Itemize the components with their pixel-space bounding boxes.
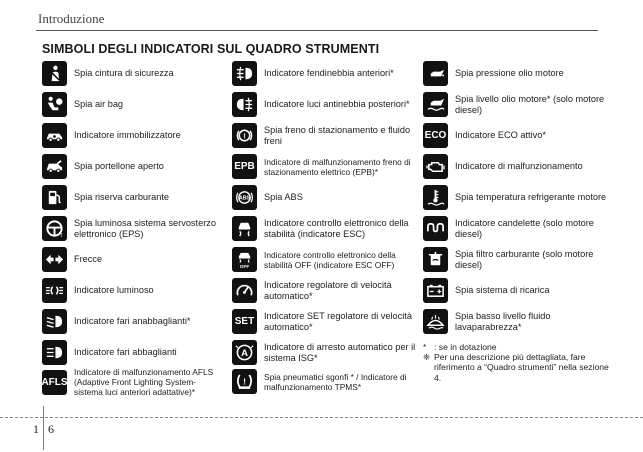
note-reference [423,352,613,383]
airbag-icon [42,92,67,117]
oil-level-icon [423,92,448,117]
indicator-item [423,247,608,272]
indicator-item [42,309,220,334]
header-title: Introduzione [38,11,105,26]
indicator-item [423,154,608,179]
indicator-label: Spia luminosa sistema servosterzo elettronico (EPS) [74,217,216,239]
indicator-item [42,154,220,179]
indicator-label: Indicatore ECO attivo* [455,130,546,141]
esc-off-icon [232,247,257,272]
indicator-label: Spia temperatura refrigerante motore [455,192,607,203]
indicator-label: Indicatore controllo elettronico della stabilità (indicatore ESC) [264,217,409,239]
indicator-label: Spia pneumatici sgonfi * / Indicatore di malfunzionamento TPMS* [264,371,407,392]
indicator-label: Spia air bag [74,99,124,110]
indicator-item [423,185,608,210]
turn-arrows-icon [42,247,67,272]
immobilizer-car-key-icon [42,123,67,148]
indicator-item [42,367,220,397]
rear-fog-icon [232,92,257,117]
indicator-item [423,278,608,303]
washer-fluid-icon [423,309,448,334]
indicator-item [232,216,420,241]
page-number: 6 [48,422,54,436]
indicator-item [423,123,608,148]
set-icon: SET [232,309,257,334]
indicator-item [42,216,220,241]
parking-brake-icon [232,123,257,148]
indicator-label: Indicatore immobilizzatore [74,130,181,141]
a-text: A [241,347,248,359]
indicator-item [232,185,420,210]
indicator-label: Indicatore candelette (solo motore diesel) [455,217,594,239]
indicator-item [423,61,608,86]
fuel-pump-icon [42,185,67,210]
indicator-item [232,369,420,394]
indicator-item [42,247,220,272]
indicator-item [42,340,220,365]
indicator-item [232,61,420,86]
battery-icon [423,278,448,303]
indicator-label: Indicatore di malfunzionamento freno di stazionamento elettrico (EPB)* [264,156,411,177]
indicator-item [42,61,220,86]
isg-auto-stop-icon [232,340,257,365]
header-rule [36,30,598,31]
indicator-item [42,185,220,210]
note-optional [423,342,613,352]
oil-pressure-icon [423,61,448,86]
indicator-label: Indicatore di malfunzionamento AFLS (Adaptive Front Lighting System-sistema luci anteriori adattative)* [74,367,214,397]
indicator-label: Indicatore fari abbaglianti [74,347,177,358]
off-text: OFF [239,265,250,269]
indicator-label: Spia sistema di ricarica [455,285,550,296]
seatbelt-icon [42,61,67,86]
chapter-number: 1 [33,422,39,436]
indicator-label: Spia filtro carburante (solo motore diesel) [455,248,594,270]
footer-divider [43,406,44,450]
indicator-item [423,216,608,241]
note-mark: ❈ [423,352,431,363]
indicator-label: Spia portellone aperto [74,161,164,172]
indicator-label: Spia basso livello fluido lavaparabrezza* [455,310,551,332]
svg-text:!: ! [243,131,246,141]
indicator-label: Indicatore di malfunzionamento [455,161,583,172]
indicator-item [232,340,420,365]
glow-plug-icon [423,216,448,241]
steering-wheel-icon [42,216,67,241]
engine-check-icon [423,154,448,179]
low-beam-icon [42,309,67,334]
indicator-item [232,247,420,272]
indicator-label: Frecce [74,254,103,265]
fuel-filter-icon [423,247,448,272]
indicator-label: Indicatore regolatore di velocità automatico* [264,279,392,301]
section-title: SIMBOLI DEGLI INDICATORI SUL QUADRO STRUMENTI [42,42,380,56]
indicator-label: Indicatore luminoso [74,285,154,296]
note-text: Per una descrizione più dettagliata, fare riferimento a “Quadro strumenti” nella sezione 4. [434,352,609,383]
coolant-temp-icon [423,185,448,210]
note-text: : se in dotazione [434,342,497,352]
tpms-icon [232,369,257,394]
indicator-item [42,123,220,148]
cruise-speedometer-icon [232,278,257,303]
indicator-item [232,92,420,117]
indicator-label: Spia livello olio motore* (solo motore diesel) [455,93,605,115]
abs-icon [232,185,257,210]
eco-icon: ECO [423,123,448,148]
indicator-item [423,92,608,117]
indicator-label: Spia cintura di sicurezza [74,68,174,79]
esc-skid-icon [232,216,257,241]
indicator-item [42,278,220,303]
indicator-item [423,309,608,334]
indicator-item [42,92,220,117]
indicator-label: Indicatore luci antinebbia posteriori* [264,99,410,110]
indicator-label: Indicatore di arresto automatico per il sistema ISG* [264,341,416,363]
side-lights-icon [42,278,67,303]
indicator-item [232,154,420,179]
indicator-item [232,123,420,148]
indicator-label: Indicatore controllo elettronico della stabilità OFF (indicatore ESC OFF) [264,249,396,270]
front-fog-icon [232,61,257,86]
note-mark: * [423,342,427,352]
indicator-item [232,278,420,303]
svg-text:!: ! [243,376,246,387]
epb-icon: EPB [232,154,257,179]
footer-rule [0,417,643,418]
indicator-label: Indicatore fendinebbia anteriori* [264,68,394,79]
indicator-label: Spia riserva carburante [74,192,169,203]
high-beam-icon [42,340,67,365]
abs-text: ABS [238,195,251,202]
indicator-label: Spia ABS [264,192,303,203]
afls-icon: AFLS [42,370,67,395]
svg-text:!: ! [60,233,63,238]
door-open-car-icon [42,154,67,179]
notes [423,342,613,383]
indicator-item [232,309,420,334]
indicator-label: Spia pressione olio motore [455,68,564,79]
indicator-label: Indicatore SET regolatore di velocità automatico* [264,310,412,332]
indicator-label: Indicatore fari anabbaglianti* [74,316,191,327]
indicator-label: Spia freno di stazionamento e fluido freni [264,124,411,146]
